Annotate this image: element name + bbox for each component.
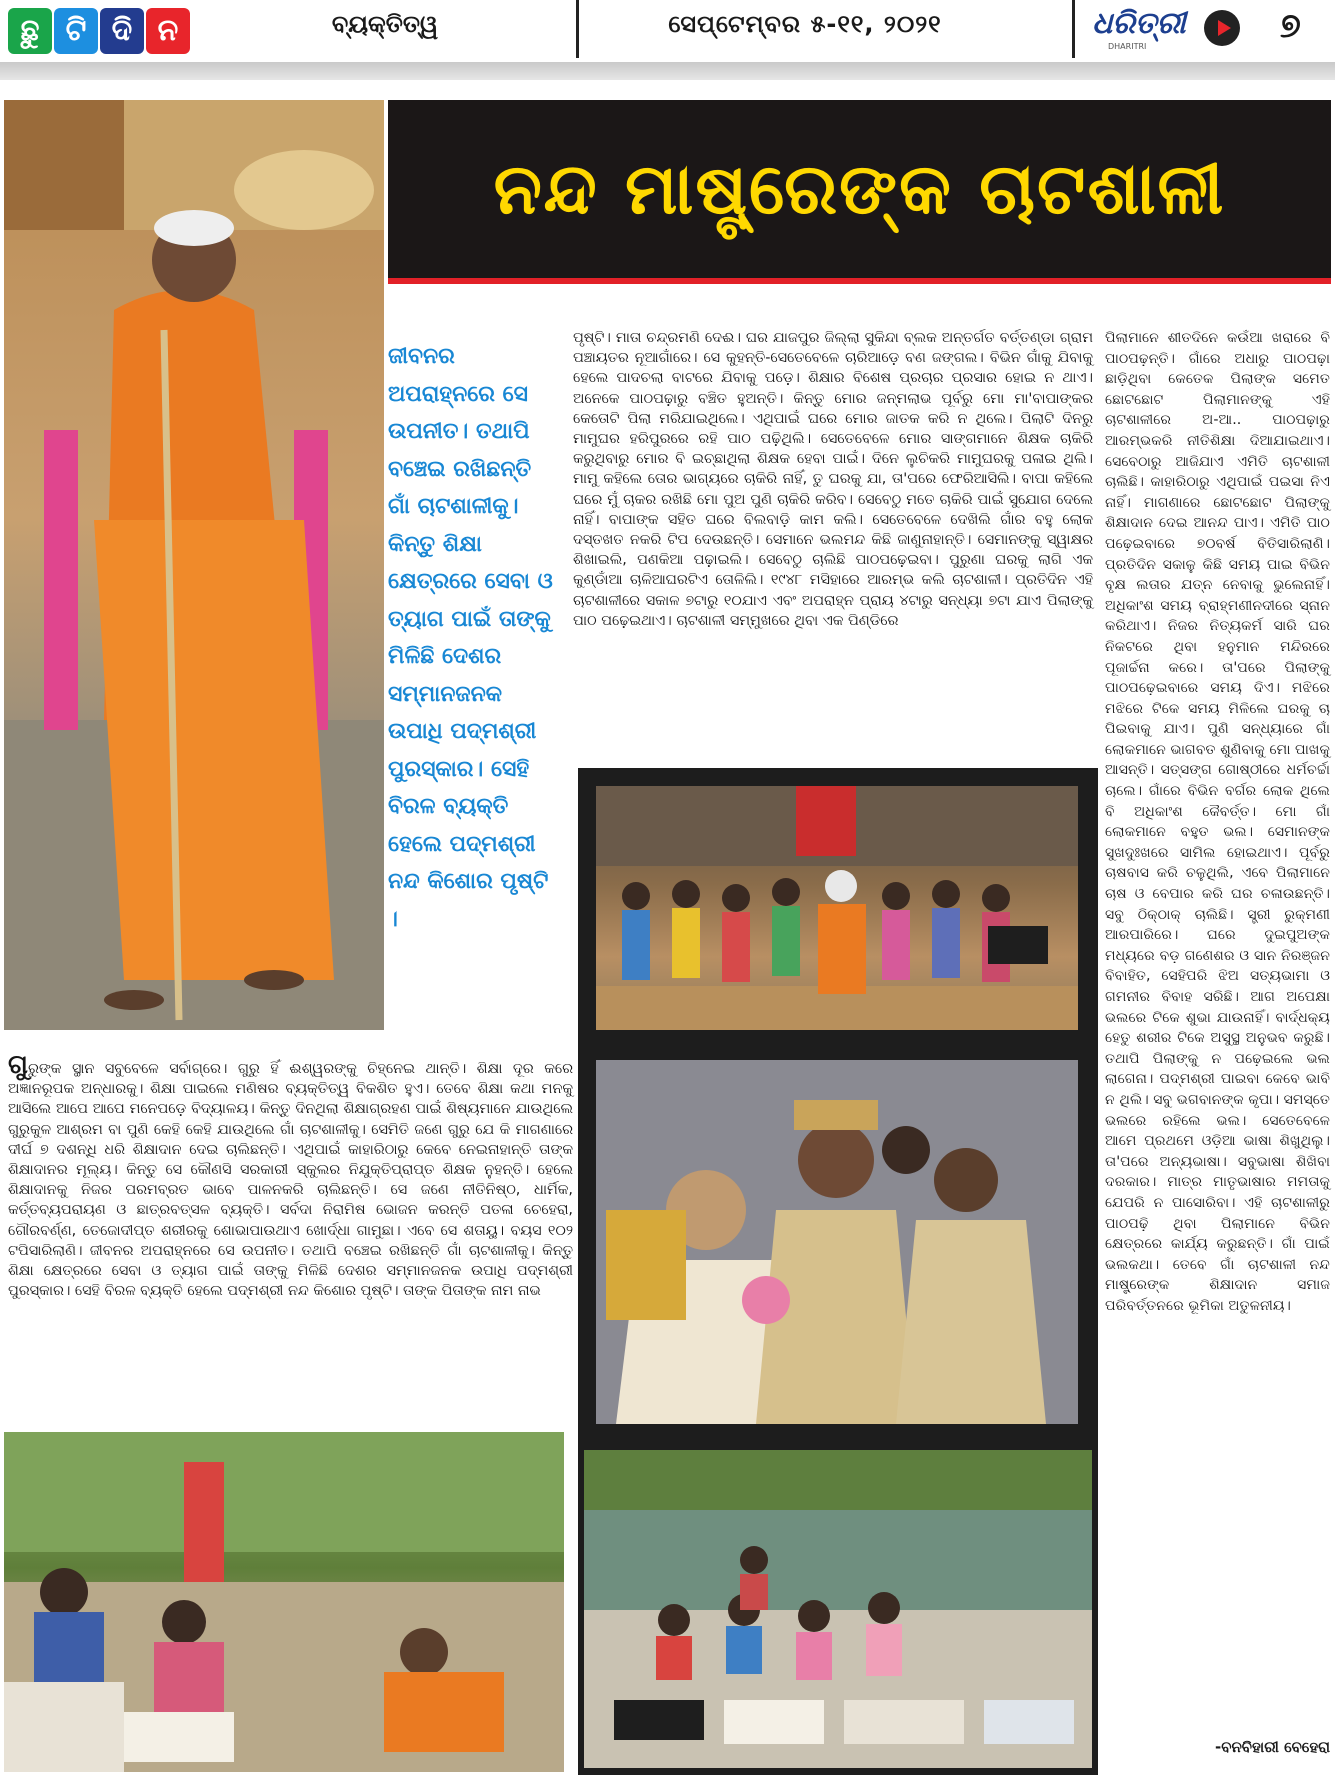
intro-text: ଜୀବନର ଅପରାହ୍ନରେ ସେ ଉପନୀତ। ତଥାପି ବଞ୍ଚେଇ ରଖିଛନ୍ତି ଗାଁ ଚାଟଶାଳୀକୁ। କିନ୍ତୁ ଶିକ୍ଷା କ୍ଷେତ୍ରରେ ସେବା ଓ ତ୍ୟାଗ ପାଇଁ ତାଙ୍କୁ ମିଳିଛି ଦେଶର ସମ୍ମାନଜନକ ଉପାଧି ପଦ୍ମଶ୍ରୀ ପୁରସ୍କାର। ସେହି ବିରଳ ବ୍ୟକ୍ତି ହେଲେ ପଦ୍ମଶ୍ରୀ ନନ୍ଦ କିଶୋର ପୃଷ୍ଟି । [388, 344, 553, 932]
logo-letter: ଟି [54, 8, 98, 54]
issue-date: ସେପ୍ଟେମ୍ବର ୫-୧୧, ୨୦୨୧ [668, 10, 942, 38]
portrait-photo [4, 100, 384, 1030]
section-name: ବ୍ୟକ୍ତିତ୍ୱ [331, 10, 439, 38]
article-lead-text: ରୁଙ୍କ ସ୍ଥାନ ସବୁବେଳେ ସର୍ବାଗ୍ରେ। ଗୁରୁ ହିଁ ଈଶ୍ୱରଙ୍କୁ ଚିହ୍ନେଇ ଥାନ୍ତି। ଶିକ୍ଷା ଦୂର କରେ ଅଜ୍ଞାନରୂପକ ଅନ୍ଧାରକୁ। ଶିକ୍ଷା ପାଇଲେ ମଣିଷର ବ୍ୟକ୍ତିତ୍ୱ ବିକଶିତ ହୁଏ। ତେବେ ଶିକ୍ଷା କଥା ମନକୁ ଆସିଲେ ଆପେ ଆପେ ମନେପଡ଼େ ବିଦ୍ୟାଳୟ। କିନ୍ତୁ ଦିନଥିଲା ଶିକ୍ଷାଗ୍ରହଣ ପାଇଁ ଶିଷ୍ୟମାନେ ଯାଉଥିଲେ ଗୁରୁକୁଳ ଆଶ୍ରମ ବା ପୁଣି କେହି କେହି ଯାଉଥିଲେ ଗାଁ ଚାଟଶାଳୀକୁ। ସେମିତି ଜଣେ ଗୁରୁ ଯେ କି ମାଗଣାରେ ଦୀର୍ଘ ୭ ଦଶନ୍ଧି ଧରି ଶିକ୍ଷାଦାନ ଦେଇ ଚାଲିଛନ୍ତି। ଏଥିପାଇଁ କାହାରିଠାରୁ କେବେ ନେଇନାହାନ୍ତି ତାଙ୍କ ଶିକ୍ଷାଦାନର ମୂଲ୍ୟ। କିନ୍ତୁ ସେ କୌଣସି ସରକାରୀ ସ୍କୁଲର ନିଯୁକ୍ତିପ୍ରାପ୍ତ ଶିକ୍ଷକ ନୁହନ୍ତି। ହେଲେ ଶିକ୍ଷାଦାନକୁ ନିଜର ପରମବ୍ରତ ଭାବେ ପାଳନକରି ଚାଲିଛନ୍ତି। ସେ ଜଣେ ନୀତିନିଷ୍ଠ, ଧାର୍ମିକ, କର୍ତ୍ତବ୍ୟପରାୟଣ ଓ ଛାତ୍ରବତ୍ସଳ ବ୍ୟକ୍ତି। ସର୍ବଦା ନିରାମିଷ ଭୋଜନ କରନ୍ତି ପତଳା ଚେହେରା, ଗୌରବର୍ଣ୍ଣ, ତେଜୋଦୀପ୍ତ ଶରୀରକୁ ଶୋଭାପାଉଥାଏ ଖୋର୍ଦ୍ଧା ଗାମୁଛା। ଏବେ ସେ ଶତାୟୁ। ବୟସ ୧୦୨ ଟପିସାରିଲାଣି। ଜୀବନର ଅପରାହ୍ନରେ ସେ ଉପନୀତ। ତଥାପି ବଞ୍ଚେଇ ରଖିଛନ୍ତି ଗାଁ ଚାଟଶାଳୀକୁ। କିନ୍ତୁ ଶିକ୍ଷା କ୍ଷେତ୍ରରେ ସେବା ଓ ତ୍ୟାଗ ପାଇଁ ତାଙ୍କୁ ମିଳିଛି ଦେଶର ସମ୍ମାନଜନକ ଉପାଧି ପଦ୍ମଶ୍ରୀ ପୁରସ୍କାର। ସେହି ବିରଳ ବ୍ୟକ୍ତି ହେଲେ ପଦ୍ମଶ୍ରୀ ନନ୍ଦ କିଶୋର ପୃଷ୍ଟି। ତାଙ୍କ ପିତାଙ୍କ ନାମ ନାଭ [8, 1061, 573, 1300]
headline-box [388, 100, 1331, 284]
class-by-pond-photo [584, 1450, 1092, 1768]
brand-logo: ଧରିତ୍ରୀ [1092, 6, 1186, 41]
masthead [0, 0, 1335, 62]
portrait-illustration [4, 100, 384, 1030]
header-band [0, 62, 1335, 80]
play-icon [1204, 10, 1240, 46]
byline: -ବନବିହାରୀ ବେହେରା [1215, 1738, 1330, 1756]
dropcap: ଗୁ [8, 1050, 28, 1080]
divider [1072, 0, 1075, 58]
class-illustration [584, 1450, 1092, 1768]
page-number: ୭ [1280, 6, 1301, 46]
article-column-left [8, 1050, 573, 1301]
logo-letter: ନ [146, 8, 190, 54]
award-photo [596, 1060, 1078, 1424]
article-column-right: ପିଲାମାନେ ଶୀତଦିନେ କଉଁଆ ଖରାରେ ବି ପାଠପଢ଼ନ୍ତି। ଗାଁରେ ଅଧାରୁ ପାଠପଢ଼ା ଛାଡ଼ିଥିବା କେତେକ ପିଲାଙ୍କ ସମେତ ଛୋଟଛୋଟ ପିଲାମାନଙ୍କୁ ଏହି ଚାଟଶାଳୀରେ ଅ-ଆ.. ପାଠପଢ଼ାରୁ ଆରମ୍ଭକରି ନୀତିଶିକ୍ଷା ଦିଆଯାଇଥାଏ। ସେବେଠାରୁ ଆଜିଯାଏ ଏମିତି ଚାଟଶାଳୀ ଚାଲିଛି। କାହାରିଠାରୁ ଏଥିପାଇଁ ପଇସା ନିଏ ନାହିଁ। ମାଗଣାରେ ଛୋଟଛୋଟ ପିଲାଙ୍କୁ ଶିକ୍ଷାଦାନ ଦେଇ ଆନନ୍ଦ ପାଏ। ଏମିତି ପାଠ ପଢ଼େଇବାରେ ୭୦ବର୍ଷ ବିତିସାରିଲାଣି। ପ୍ରତିଦିନ ସକାଳୁ କିଛି ସମୟ ପାଇ ବିଭିନ ବୃକ୍ଷ ଲତାର ଯତ୍ନ ନେବାକୁ ଭୁଲେନାହିଁ। ଅଧିକାଂଶ ସମୟ ବ୍ରାହ୍ମଣୀନଦୀରେ ସ୍ନାନ କରିଥାଏ। ନିଜର ନିତ୍ୟକର୍ମ ସାରି ଘର ନିକଟରେ ଥିବା ହନୁମାନ ମନ୍ଦିରରେ ପୂଜାର୍ଚ୍ଚନା କରେ। ତା'ପରେ ପିଲାଙ୍କୁ ପାଠପଢ଼େଇବାରେ ସମୟ ଦିଏ। ମଝିରେ ମଝିରେ ଟିକେ ସମୟ ମିଳିଲେ ଘରକୁ ଚା ପିଇବାକୁ ଯାଏ। ପୁଣି ସନ୍ଧ୍ୟାରେ ଗାଁ ଲୋକମାନେ ଭାଗବତ ଶୁଣିବାକୁ ମୋ ପାଖକୁ ଆସନ୍ତି। ସତ୍ସଙ୍ଗ ଗୋଷ୍ଠୀରେ ଧର୍ମଚର୍ଚ୍ଚା ଚାଲେ। ଗାଁରେ ବିଭିନ ବର୍ଗର ଲୋକ ଥିଲେ ବି ଅଧିକାଂଶ କୈବର୍ତ୍ତ। ମୋ ଗାଁ ଲୋକମାନେ ବହୁତ ଭଲ। ସେମାନଙ୍କ ସୁଖଦୁଃଖରେ ସାମିଲ ହୋଇଥାଏ। ପୂର୍ବରୁ ଚାଷବାସ କରି ଚଳୁଥିଲି, ଏବେ ପିଲାମାନେ ଚାଷ ଓ ବେପାର କରି ଘର ଚଳାଉଛନ୍ତି। ସବୁ ଠିକ୍‌ଠାକ୍ ଚାଲିଛି। ସ୍ତ୍ରୀ ରୁକ୍ମଣୀ ଆରପାରିରେ। ଘରେ ଦୁଇପୁଅଙ୍କ ମଧ୍ୟରେ ବଡ଼ ଗଣେଶର ଓ ସାନ ନିରଞ୍ଜନ ବିବାହିତ, ସେହିପରି ଝିଅ ସତ୍ୟଭାମା ଓ ଗମନୀର ବିବାହ ସରିଛି। ଆଗ ଅପେକ୍ଷା ଭଲରେ ଟିକେ ଶୁଭା ଯାଉନାହିଁ। ବାର୍ଦ୍ଧକ୍ୟ ହେତୁ ଶରୀର ଟିକେ ଅସୁସ୍ଥ ଅନୁଭବ କରୁଛି। ତଥାପି ପିଲାଙ୍କୁ ନ ପଢ଼େଇଲେ ଭଲ ଲାଗେନା। ପଦ୍ମଶ୍ରୀ ପାଇବା କେବେ ଭାବି ନ ଥିଲି। ସବୁ ଭଗବାନଙ୍କ କୃପା। ସମସ୍ତେ ଭଲରେ ରହିଲେ ଭଲ। ସେତେବେଳେ ଆମେ ପ୍ରଥମେ ଓଡ଼ିଆ ଭାଷା ଶିଖୁଥିଲୁ। ତା'ପରେ ଅନ୍ୟଭାଷା। ସବୁଭାଷା ଶିଖିବା ଦରକାର। ମାତ୍ର ମାତୃଭାଷାର ମମତାକୁ ଯେପରି ନ ପାସୋରିବା। ଏହି ଚାଟଶାଳୀରୁ ପାଠପଢ଼ି ଥିବା ପିଲାମାନେ ବିଭିନ କ୍ଷେତ୍ରରେ କାର୍ଯ୍ୟ କରୁଛନ୍ତି। ଗାଁ ପାଇଁ ଭଲକଥା। ତେବେ ଗାଁ ଚାଟଶାଳୀ ନନ୍ଦ ମାଷ୍ଟ୍ରେଙ୍କ ଶିକ୍ଷାଦାନ ସମାଜ ପରିବର୍ତ୍ତନରେ ଭୂମିକା ଅତୁଳନୀୟ। [1105, 330, 1330, 1314]
headline: ନନ୍ଦ ମାଷ୍ଟ୍ରେଙ୍କ ଚାଟଶାଳୀ [493, 148, 1226, 230]
logo-letter: ଦି [100, 8, 144, 54]
award-illustration [596, 1060, 1078, 1424]
divider [576, 0, 579, 58]
group-illustration [596, 786, 1078, 1030]
students-outdoor-photo [4, 1432, 564, 1772]
students-outdoor-illustration [4, 1432, 564, 1772]
brand-sub: DHARITRI [1108, 42, 1147, 51]
group-photo [596, 786, 1078, 1030]
logo-letter: ଛୁ [8, 8, 52, 54]
article-column-middle: ପୃଷ୍ଟି। ମାତା ଚନ୍ଦ୍ରମଣି ଦେଈ। ଘର ଯାଜପୁର ଜିଲ୍ଲା ସୁକିନ୍ଦା ବ୍ଲକ ଅନ୍ତର୍ଗତ ବର୍ତ୍ତଣ୍ଡା ଗ୍ରାମ ପଞ୍ଚାୟତର ନୂଆଗାଁରେ। ସେ କୁହନ୍ତି-ସେତେବେଳେ ଚାରିଆଡ଼େ ବଣ ଜଙ୍ଗଲ। ବିଭିନ ଗାଁକୁ ଯିବାକୁ ହେଲେ ପାଦଚଲା ବାଟରେ ଯିବାକୁ ପଡ଼େ। ଶିକ୍ଷାର ବିଶେଷ ପ୍ରଚାର ପ୍ରସାର ହୋଇ ନ ଥାଏ। ଅନେକେ ପାଠପଢ଼ାରୁ ବଞ୍ଚିତ ହୁଅନ୍ତି। କିନ୍ତୁ ମୋର ଜନ୍ମଲାଭ ପୂର୍ବରୁ ମୋ ମା'ବାପାଙ୍କର କେତୋଟି ପିଲା ମରିଯାଇଥିଲେ। ଏଥିପାଇଁ ଘରେ ମୋର ଜାତକ କରି ନ ଥିଲେ। ପିଲାଟି ଦିନରୁ ମାମୁଘର ହରିପୁରରେ ରହି ପାଠ ପଢ଼ିଥିଲି। ସେତେବେଳେ ମୋର ସାଙ୍ଗମାନେ ଶିକ୍ଷକ ଚାକିରି କରୁଥିବାରୁ ମୋର ବି ଇଚ୍ଛାଥିଲା ଶିକ୍ଷକ ହେବା ପାଇଁ। ଦିନେ ଲୁଚିକରି ମାମୁଘରକୁ ପଳାଇ ଥିଲି। ମାମୁ କହିଲେ ତୋର ଭାଗ୍ୟରେ ଚାକିରି ନାହିଁ, ତୁ ଘରକୁ ଯା, ତା'ପରେ ଫେରିଆସିଲି। ବାପା କହିଲେ ଘରେ ମୁଁ ଚାକର ରଖିଛି ମୋ ପୁଅ ପୁଣି ଚାକିରି କରିବ। ସେବେଠୁ ମତେ ଚାକିରି ପାଇଁ ସୁଯୋଗ ଦେଲେ ନାହିଁ। ବାପାଙ୍କ ସହିତ ଘରେ ବିଲବାଡ଼ି କାମ କଲି। ସେତେବେଳେ ଦେଖିଲି ଗାଁର ବହୁ ଲୋକ ଦସ୍ତଖତ ନକରି ଟିପ ଦେଉଛନ୍ତି। ସେମାନେ ଭଲମନ୍ଦ କିଛି ଜାଣୁନାହାନ୍ତି। ସେମାନଙ୍କୁ ସ୍ୱାକ୍ଷର ଶିଖାଇଲି, ପଣକିଆ ପଢ଼ାଇଲି। ସେବେଠୁ ଚାଲିଛି ପାଠପଢ଼େଇବା। ପୁରୁଣା ଘରକୁ ଲାଗି ଏକ କୁଣ୍ଡାଁଆ ଚାଳିଆଘରଟିଏ ତୋଳିଲି। ୧୯୪୮ ମସିହାରେ ଆରମ୍ଭ କଲି ଚାଟଶାଳୀ। ପ୍ରତିଦିନ ଏହି ଚାଟଶାଳୀରେ ସକାଳ ୭ଟାରୁ ୧୦ଯାଏ ଏବଂ ଅପରାହ୍ନ ପ୍ରାୟ ୪ଟାରୁ ସନ୍ଧ୍ୟା ୭ଟା ଯାଏ ପିଲାଙ୍କୁ ପାଠ ପଢ଼େଇଥାଏ। ଚାଟଶାଳୀ ସମ୍ମୁଖରେ ଥିବା ଏକ ପିଣ୍ଡିରେ [573, 330, 1093, 629]
